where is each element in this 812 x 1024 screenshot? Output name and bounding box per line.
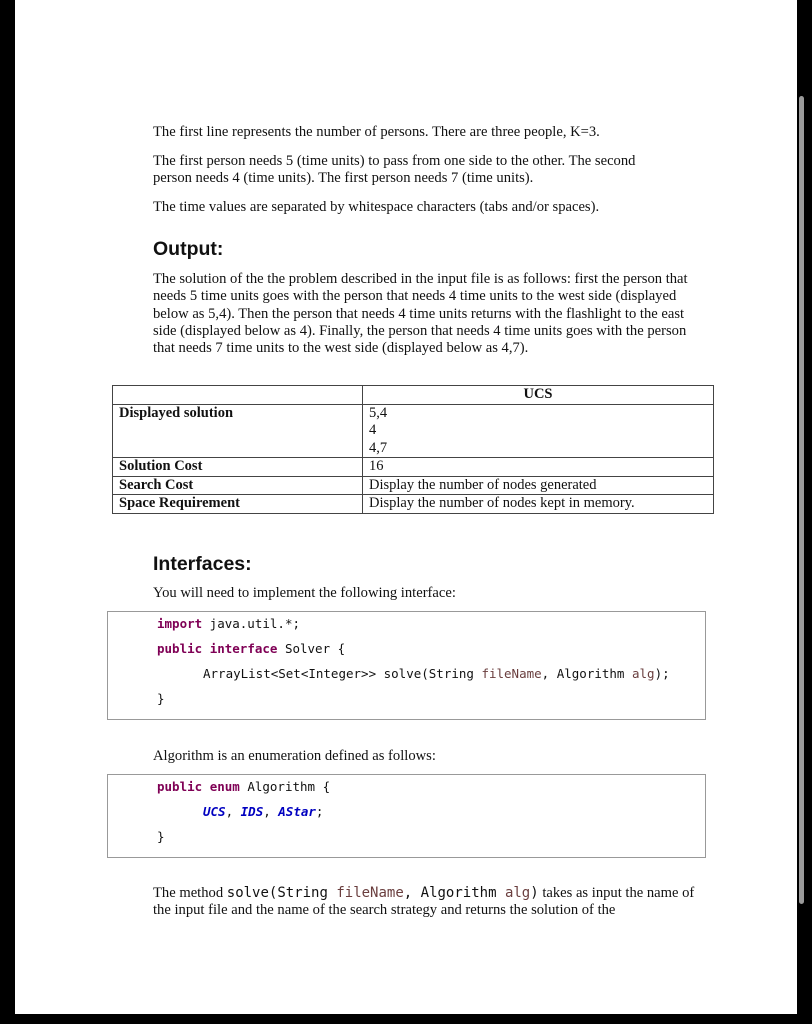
code-text: , xyxy=(225,804,241,819)
output-heading: Output: xyxy=(153,238,224,260)
code-text: ); xyxy=(654,666,670,681)
code-keyword: public xyxy=(157,641,203,656)
code-text: java.util.*; xyxy=(202,616,300,631)
code-param: alg xyxy=(631,666,655,681)
code-text: Solver { xyxy=(277,641,346,656)
text: takes as input the name of the input file and the name of the search strategy and returns the solution of the xyxy=(153,885,695,919)
scrollbar[interactable] xyxy=(799,96,804,904)
output-description: The solution of the the problem described in the input file is as follows: first the person that needs 5 time units goes with the person that needs 4 time units to the west side (displayed below as 5,4). Then the person that needs 4 time units returns with the flashlight to the east side (displayed below as 4). Finally, the person that needs 4 time units goes with the person that needs 7 time units to the west side (displayed below as 4,7). xyxy=(153,271,688,357)
code-keyword: public xyxy=(157,779,203,794)
row-label: Solution Cost xyxy=(113,458,363,477)
inline-code: ) xyxy=(530,885,539,901)
enum-constant: AStar xyxy=(278,804,316,819)
column-header: UCS xyxy=(363,386,714,405)
row-value xyxy=(363,404,714,458)
row-label: Search Cost xyxy=(113,476,363,495)
code-keyword: import xyxy=(157,616,203,631)
row-value: Display the number of nodes kept in memory. xyxy=(363,495,714,514)
interfaces-heading: Interfaces: xyxy=(153,553,252,575)
inline-code: , Algorithm xyxy=(403,885,505,901)
code-keyword: enum xyxy=(209,779,240,794)
row-value: 16 xyxy=(363,458,714,477)
paragraph: The first line represents the number of persons. There are three people, K=3. xyxy=(153,124,600,140)
code-text: } xyxy=(157,829,165,844)
row-value: Display the number of nodes generated xyxy=(363,476,714,495)
paragraph: The first person needs 5 (time units) to pass from one side to the other. The second person needs 4 (time units). The first person needs 7 (time units). xyxy=(153,153,636,187)
code-text: ; xyxy=(315,804,324,819)
row-label: Displayed solution xyxy=(113,404,363,458)
enum-constant: IDS xyxy=(240,804,264,819)
code-text: ArrayList<Set<Integer>> solve(String xyxy=(203,666,482,681)
results-table xyxy=(112,385,714,514)
method-description xyxy=(153,885,703,920)
code-text: } xyxy=(157,691,165,706)
inline-code: alg xyxy=(504,885,531,901)
solution-step: 4,7 xyxy=(369,439,388,456)
code-keyword: interface xyxy=(209,641,278,656)
text: The method xyxy=(153,885,227,901)
enum-constant: UCS xyxy=(203,804,226,819)
code-text: Algorithm { xyxy=(239,779,331,794)
enum-code-block xyxy=(107,774,706,858)
solution-step: 4 xyxy=(369,422,377,438)
paragraph: Algorithm is an enumeration defined as follows: xyxy=(153,748,436,764)
inline-code: fileName xyxy=(336,885,404,901)
code-param: fileName xyxy=(481,666,542,681)
solution-step: 5,4 xyxy=(369,404,388,421)
code-text: , xyxy=(263,804,279,819)
code-text: , Algorithm xyxy=(541,666,632,681)
row-label: Space Requirement xyxy=(113,495,363,514)
paragraph: The time values are separated by whitespace characters (tabs and/or spaces). xyxy=(153,199,600,215)
paragraph: You will need to implement the following interface: xyxy=(153,585,456,601)
solver-code-block xyxy=(107,611,706,720)
inline-code: solve(String xyxy=(226,885,337,901)
